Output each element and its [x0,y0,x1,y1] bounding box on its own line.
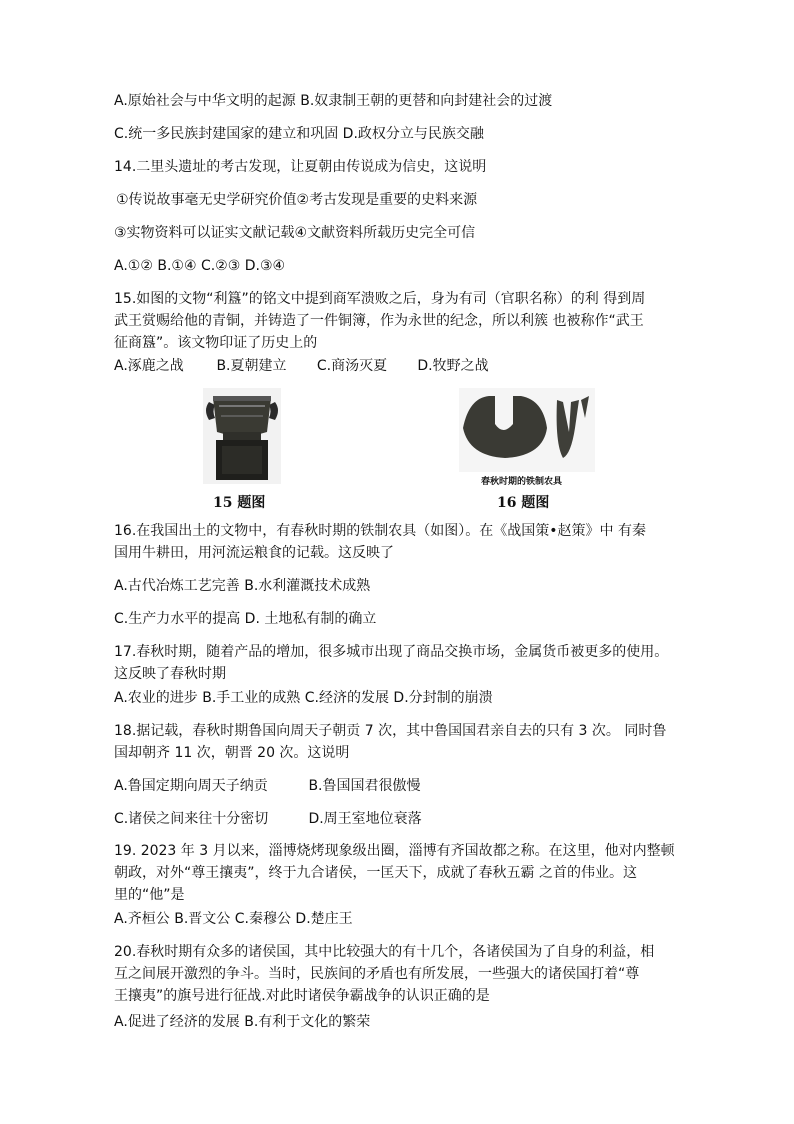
q15-stem-line-3: 征商簋”。该文物印证了历史上的 [114,335,318,351]
q20-stem-line-3: 王攘夷”的旗号进行征战.对此时诸侯争霸战争的认识正确的是 [114,988,490,1004]
q15-stem-line-2: 武王赏赐给他的青铜，并铸造了一件铜簿，作为永世的纪念，所以利簇 也被称作“武王 [114,313,644,329]
q18-stem-line-2: 国却朝齐 11 次，朝晋 20 次。这说明 [114,745,350,761]
q14-options: A.①② B.①④ C.②③ D.③④ [114,258,286,274]
q19-stem-line-2: 朝政，对外“尊王攘夷”，终于九合诸侯，一匡天下，成就了春秋五霸 之首的伟业。这 [114,865,637,881]
q16-options-line-2: C.生产力水平的提高 D. 土地私有制的确立 [114,611,377,627]
q20-stem-line-2: 互之间展开激烈的争斗。当时，民族间的矛盾也有所发展，一些强大的诸侯国打着“尊 [114,966,640,982]
q16-options-line-1: A.古代冶炼工艺完善 B.水利灌溉技术成熟 [114,578,371,594]
q19-options: A.齐桓公 B.晋文公 C.秦穆公 D.楚庄王 [114,911,353,927]
iron-farm-tools-image [459,388,595,472]
figure-16-caption: 16 题图 [497,495,550,511]
figure-16-label: 春秋时期的铁制农具 [481,477,563,487]
q20-stem-line-1: 20.春秋时期有众多的诸侯国，其中比较强大的有十几个，各诸侯国为了自身的利益，相 [114,944,655,960]
q14-stem: 14.二里头遗址的考古发现，让夏朝由传说成为信史，这说明 [114,159,487,175]
q18-option-b: B.鲁国国君很傲慢 [308,778,421,794]
q14-statements-1: ①传说故事毫无史学研究价值②考古发现是重要的史料来源 [116,192,478,208]
q18-option-a: A.鲁国定期向周天子纳贡 [114,778,268,794]
q18-option-c: C.诸侯之间来往十分密切 [114,811,269,827]
q15-option-b: B.夏朝建立 [216,358,287,374]
li-gui-vessel-image [203,388,281,484]
q15-options [114,357,489,375]
q15-stem-line-1: 15.如图的文物“利簋”的铭文中提到商军溃败之后，身为有司（官职名称）的利 得到周 [114,291,646,307]
q20-options: A.促进了经济的发展 B.有利于文化的繁荣 [114,1014,371,1030]
q13-options-line-1: A.原始社会与中华文明的起源 B.奴隶制王朝的更替和向封建社会的过渡 [114,93,553,109]
q17-options: A.农业的进步 B.手工业的成熟 C.经济的发展 D.分封制的崩溃 [114,690,493,706]
q18-option-d: D.周王室地位衰落 [308,811,422,827]
q14-statements-2: ③实物资料可以证实文献记载④文献资料所载历史完全可信 [114,225,476,241]
q19-stem-line-3: 里的“他”是 [114,887,185,903]
q19-stem-line-1: 19. 2023 年 3 月以来，淄博烧烤现象级出圈，淄博有齐国故都之称。在这里，他对内整顿 [114,843,675,859]
q16-stem-line-1: 16.在我国出土的文物中，有春秋时期的铁制农具（如图）。在《战国策•赵策》中 有秦 [114,523,646,539]
q18-options-line-2 [114,810,422,828]
figure-15-caption: 15 题图 [213,495,266,511]
q18-options-line-1 [114,777,421,795]
q15-option-d: D.牧野之战 [417,358,489,374]
q13-options-line-2: C.统一多民族封建国家的建立和巩固 D.政权分立与民族交融 [114,126,484,142]
q15-option-a: A.涿鹿之战 [114,358,184,374]
q15-option-c: C.商汤灭夏 [316,358,388,374]
q17-stem-line-1: 17.春秋时期，随着产品的增加，很多城市出现了商品交换市场，金属货币被更多的使用。 [114,644,669,660]
q18-stem-line-1: 18.据记载，春秋时期鲁国向周天子朝贡 7 次，其中鲁国国君亲自去的只有 3 次。 同时鲁 [114,723,667,739]
q17-stem-line-2: 这反映了春秋时期 [114,666,226,682]
q16-stem-line-2: 国用牛耕田，用河流运粮食的记载。这反映了 [114,545,394,561]
